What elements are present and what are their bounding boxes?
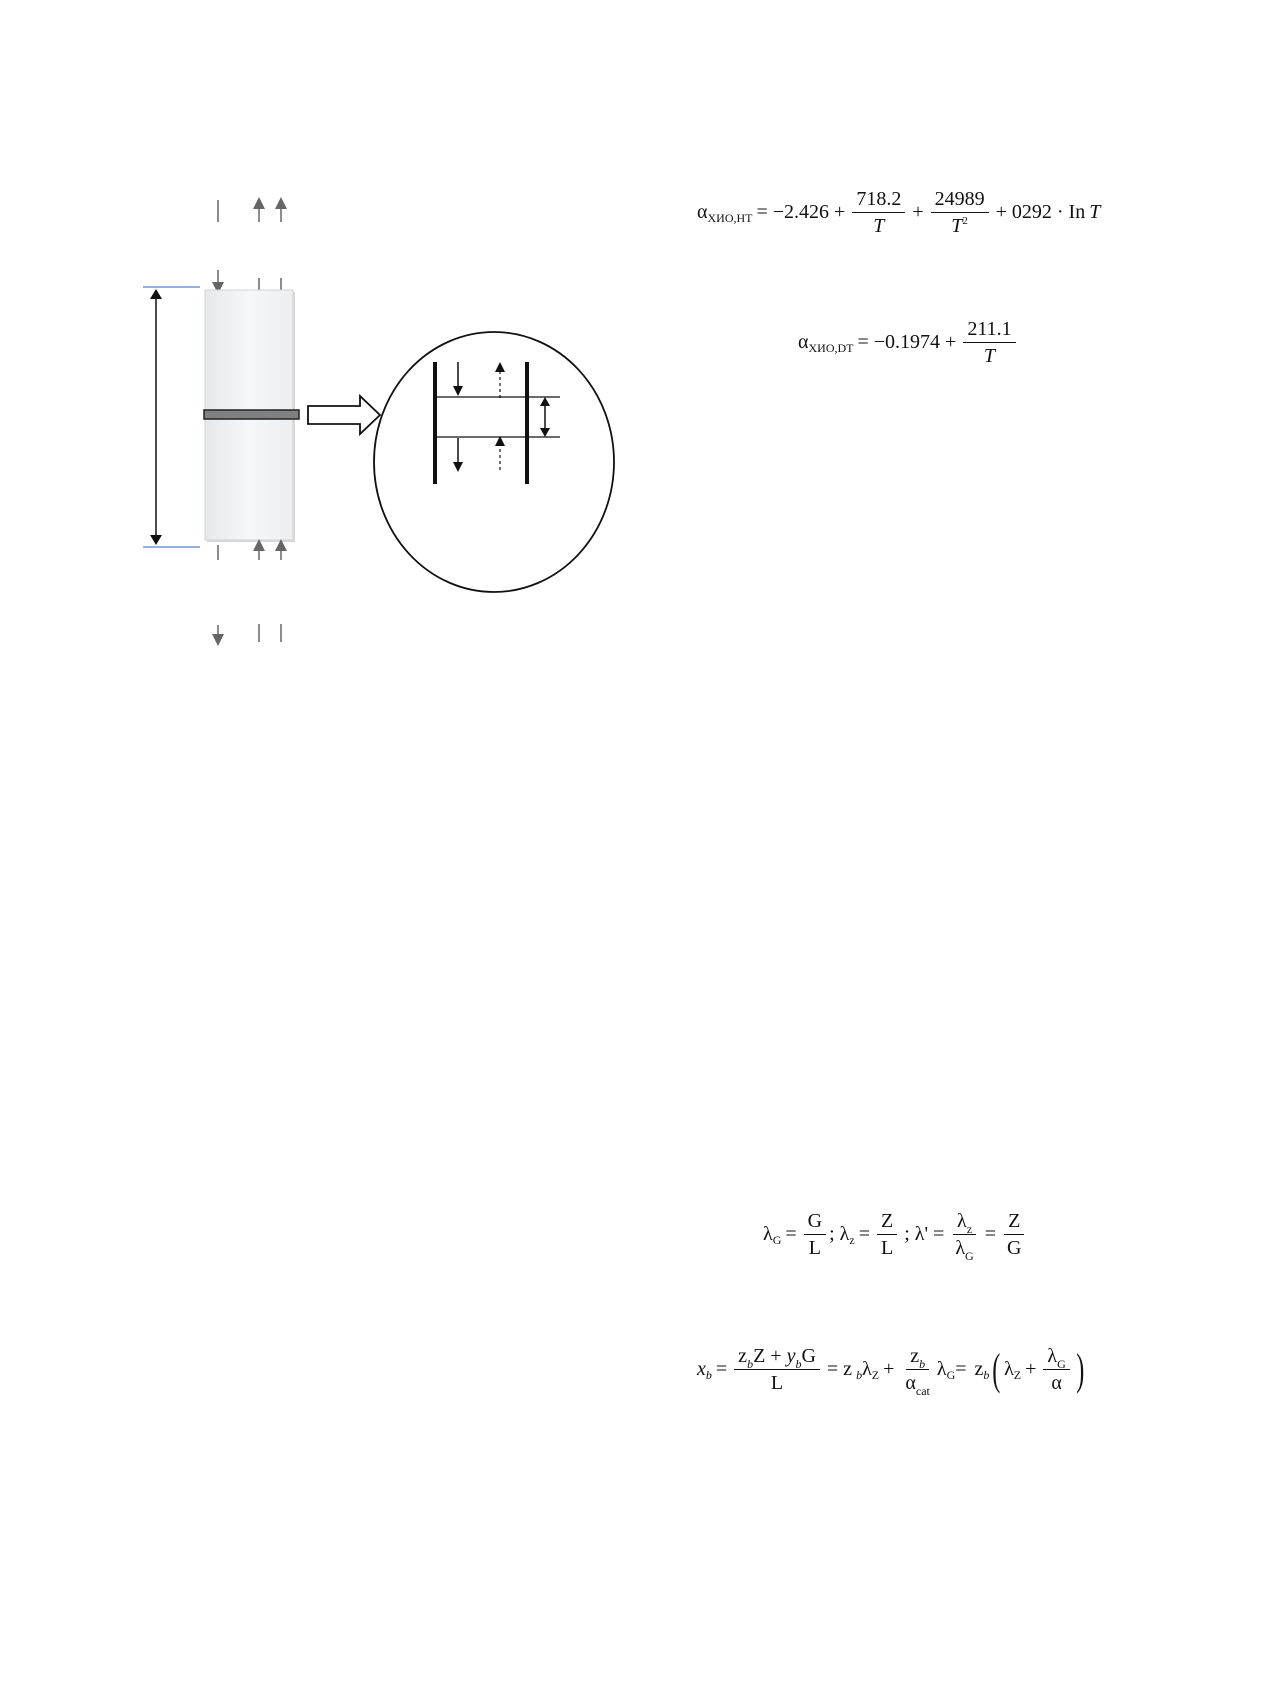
fraction-1: $\frac{718.2}{T}$ [852, 188, 905, 237]
log-term: + 0292 · In [995, 201, 1086, 223]
alpha-symbol: α [697, 201, 708, 223]
height-dimension [143, 287, 200, 547]
zoom-arrow [308, 396, 380, 434]
equation-xb: x b = $\frac{z_bZ + y_bG}{L}$ = z b λ Z + $\frac{z_b}{\alpha_{cat}}$ λ G = z b ( λ Z + $\frac{\lambda_G}{\alpha}$ ) [697, 1344, 1085, 1398]
column-diagram [0, 0, 640, 660]
equation-alpha-ht: α ХИО,НТ = −2.426 + $\frac{718.2}{T}$ + $\frac{24989}{T^2}$ + 0292 · In T [697, 188, 1101, 237]
zoom-detail [374, 332, 614, 592]
equation-alpha-dt: α ХИО,DT = −0.1974 + $\frac{211.1}{T}$ [798, 318, 1019, 367]
bottom-streams [218, 545, 281, 642]
equation-lambda: λ G = $\frac{G}{L}$ ; λ z = $\frac{Z}{L}$ ; λ' = $\frac{\lambda_z}{\lambda_G}$ = $\frac{Z}{G}$ [763, 1210, 1028, 1259]
alpha-subscript: ХИО,НТ [707, 211, 753, 225]
constant-term: = −2.426 + [756, 201, 846, 223]
column-slice [204, 410, 299, 419]
fraction-2: $\frac{24989}{T^2}$ [931, 188, 989, 237]
top-streams [218, 200, 281, 292]
fraction: $\frac{211.1}{T}$ [963, 318, 1015, 367]
